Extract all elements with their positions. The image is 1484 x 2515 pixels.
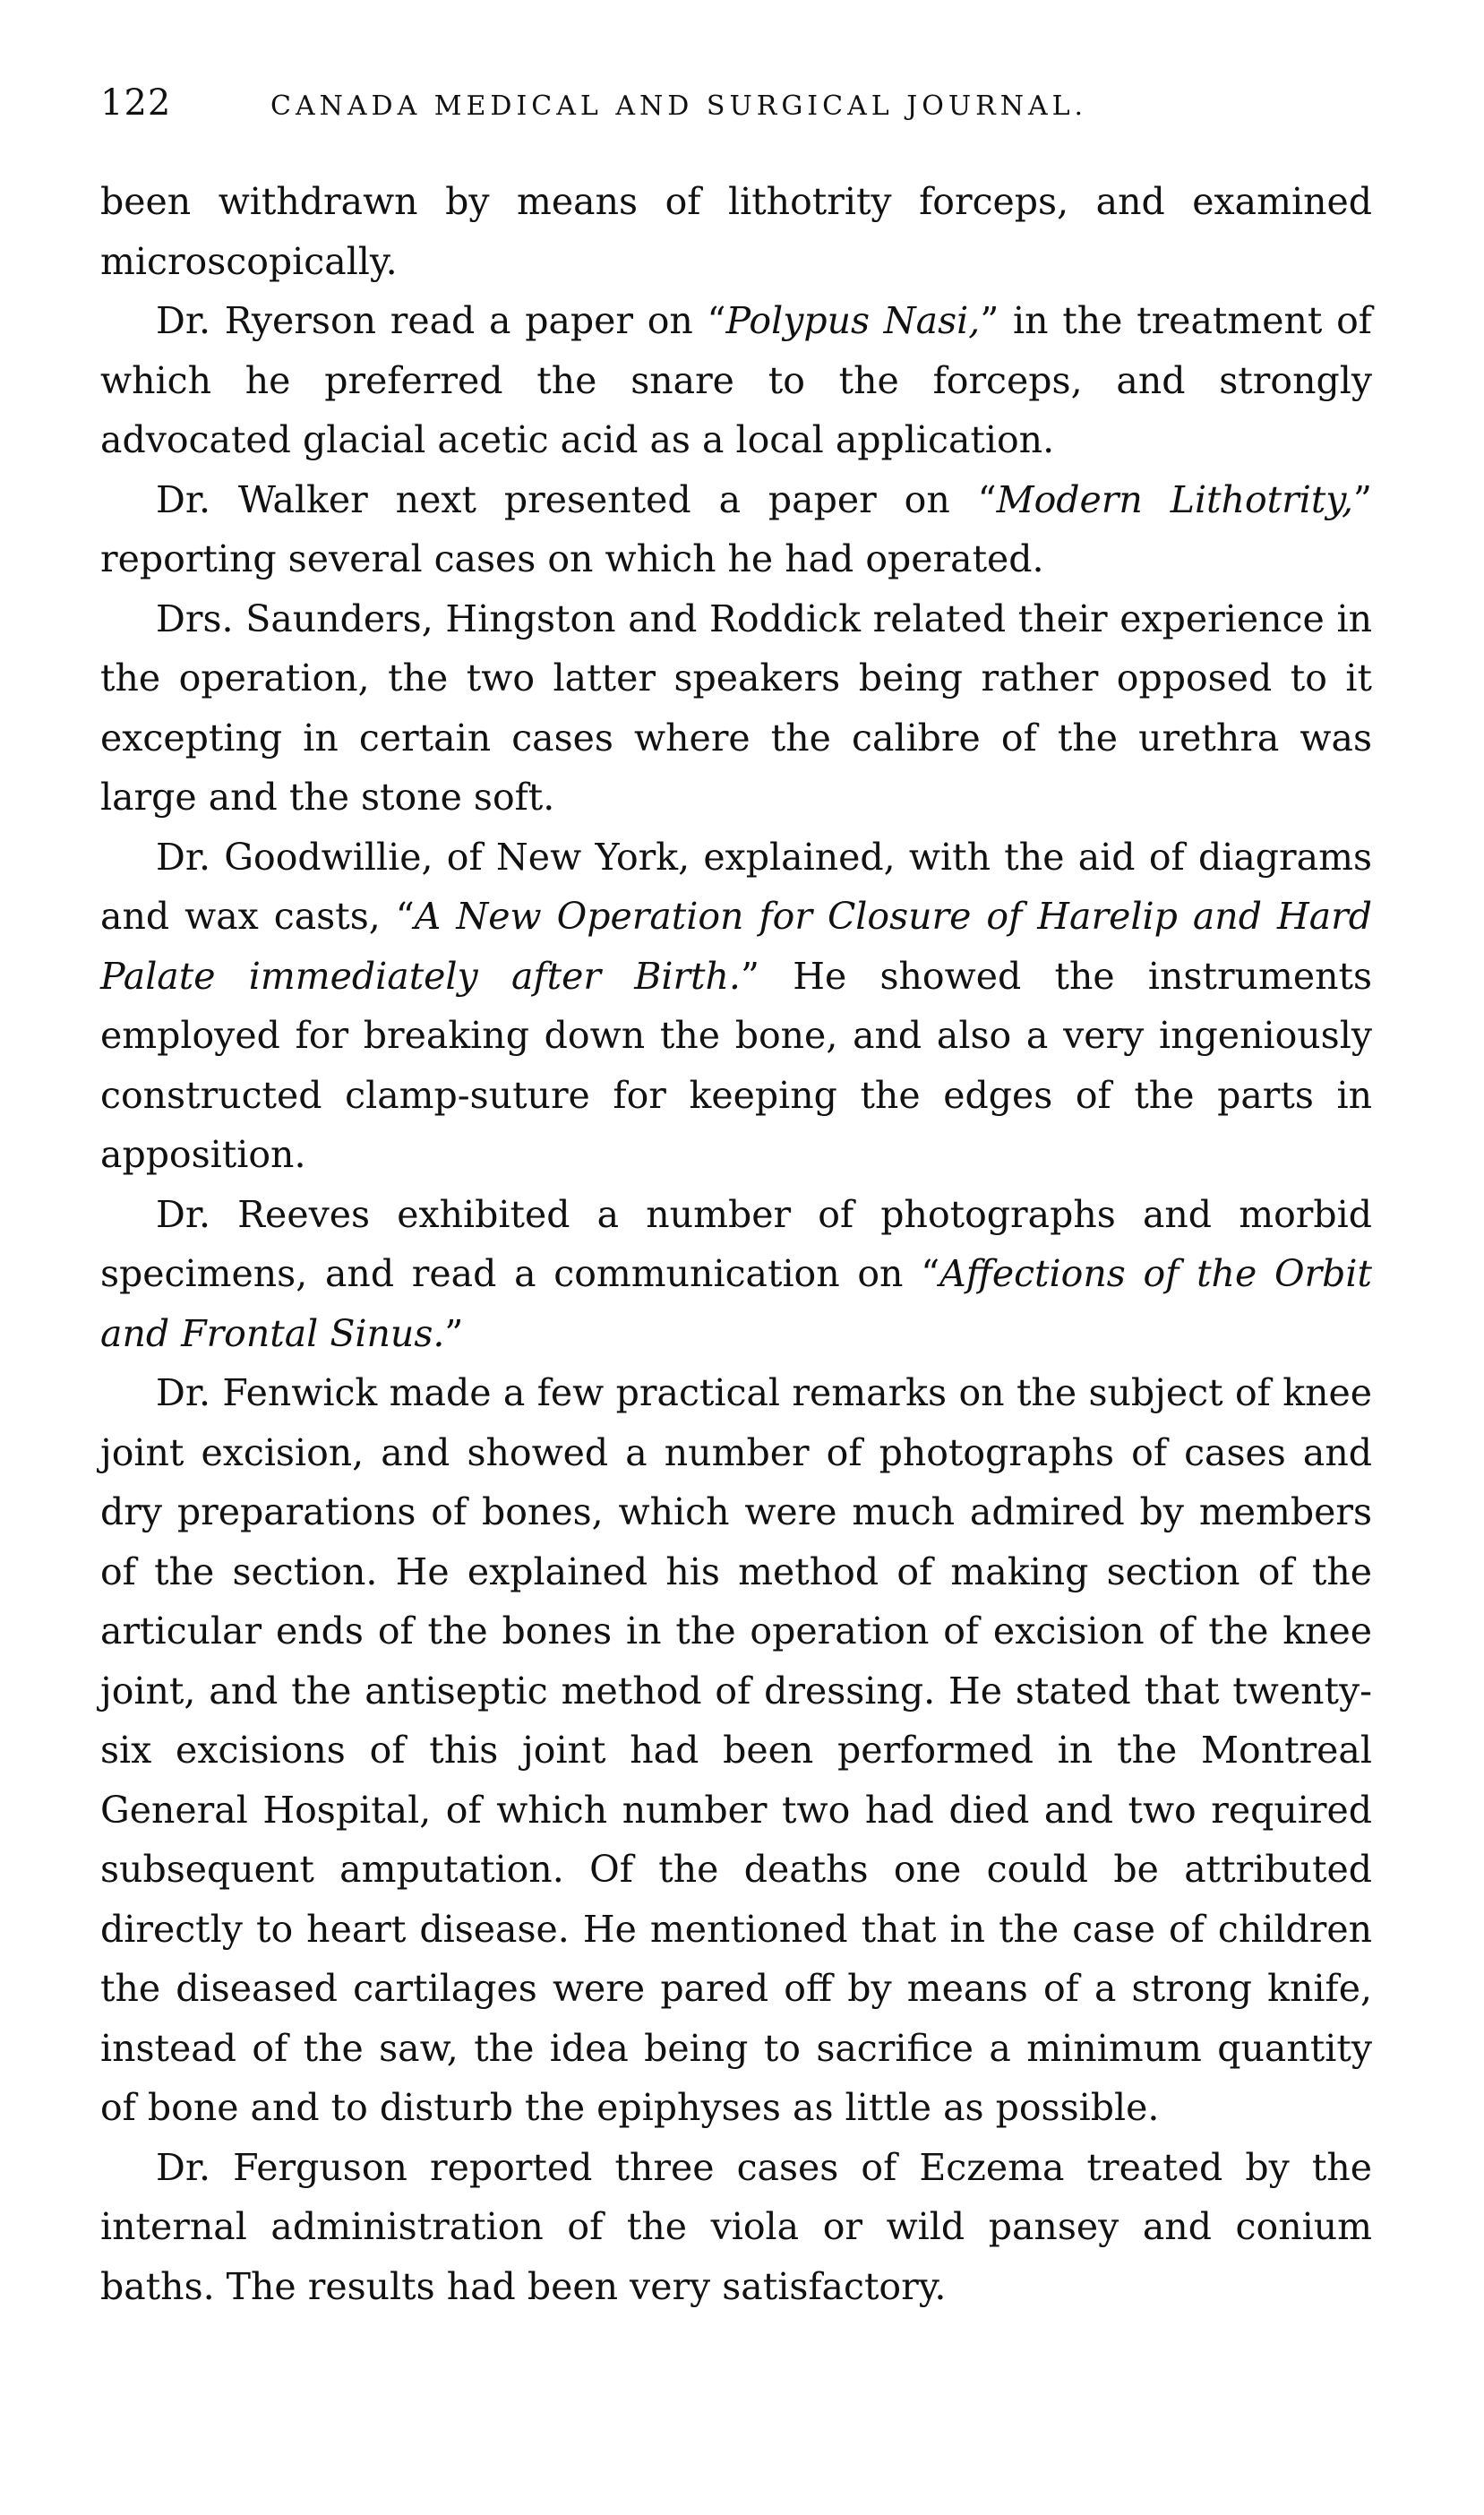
paragraph-text: ” He showed the instruments employed for breaking down the bone, and also a very ingeniously constructed clamp-suture for keeping the edges of the parts in apposition. — [100, 954, 1373, 1176]
paper-title: Affections of the Orbit and Frontal Sinus. — [100, 1252, 1372, 1355]
paragraph-ryerson — [100, 291, 1372, 470]
paragraph-ferguson — [100, 2138, 1372, 2317]
page-header — [100, 82, 1372, 136]
paper-title: A New Operation for Closure of Harelip and Hard Palate immediately after Birth. — [100, 895, 1372, 998]
paragraph-text: Dr. Fenwick made a few practical remarks on the subject of knee joint excision, and showed a number of photographs of cases and dry preparations of bones, which were much admired by members of the section. He explained his method of making section of the articular ends of the bones in the operation of excision of the knee joint, and the antiseptic method of dressing. He stated that twenty-six excisions of this joint had been performed in the Montreal General Hospital, of which number two had died and two required subsequent amputation. Of the deaths one could be attributed directly to heart disease. He mentioned that in the case of children the diseased cartilages were pared off by means of a strong knife, instead of the saw, the idea being to sacrifice a minimum quantity of bone and to disturb the epiphyses as little as possible. — [100, 1371, 1372, 2129]
paragraph-walker — [100, 470, 1372, 589]
paragraph-continuation — [100, 172, 1372, 291]
paragraph-text: Drs. Saunders, Hingston and Roddick related their experience in the operation, the two latter speakers being rather opposed to it excepting in certain cases where the calibre of the urethra was large and the stone soft. — [100, 597, 1372, 819]
paragraph-text: ” — [444, 1311, 464, 1355]
running-title: CANADA MEDICAL AND SURGICAL JOURNAL. — [270, 90, 1088, 122]
paragraph-reeves — [100, 1185, 1372, 1364]
paragraph-text: Dr. Ryerson read a paper on “ — [156, 299, 726, 342]
paragraph-saunders — [100, 589, 1372, 828]
paper-title: Modern Lithotrity, — [996, 477, 1354, 521]
paragraph-text: ” in the treatment of which he preferred the snare to the forceps, and strongly advocated glacial acetic acid as a local application. — [100, 299, 1372, 461]
paragraph-text: Dr. Walker next presented a paper on “ — [156, 477, 997, 521]
paragraph-text: Dr. Reeves exhibited a number of photographs and morbid specimens, and read a communication on “ — [100, 1192, 1372, 1295]
paragraph-text: been withdrawn by means of lithotrity forceps, and examined microscopically. — [100, 180, 1372, 283]
paragraph-text: Dr. Ferguson reported three cases of Eczema treated by the internal administration of the viola or wild pansey and conium baths. The results had been very satisfactory. — [100, 2145, 1372, 2308]
journal-page — [100, 82, 1372, 2316]
paragraph-fenwick — [100, 1363, 1372, 2138]
page-number: 122 — [100, 82, 172, 124]
article-body — [100, 172, 1372, 2316]
paper-title: Polypus Nasi, — [725, 299, 981, 342]
paragraph-text: Dr. Goodwillie, of New York, explained, with the aid of diagrams and wax casts, “ — [100, 835, 1372, 938]
paragraph-text: ” reporting several cases on which he had operated. — [100, 477, 1373, 580]
paragraph-goodwillie — [100, 828, 1372, 1185]
